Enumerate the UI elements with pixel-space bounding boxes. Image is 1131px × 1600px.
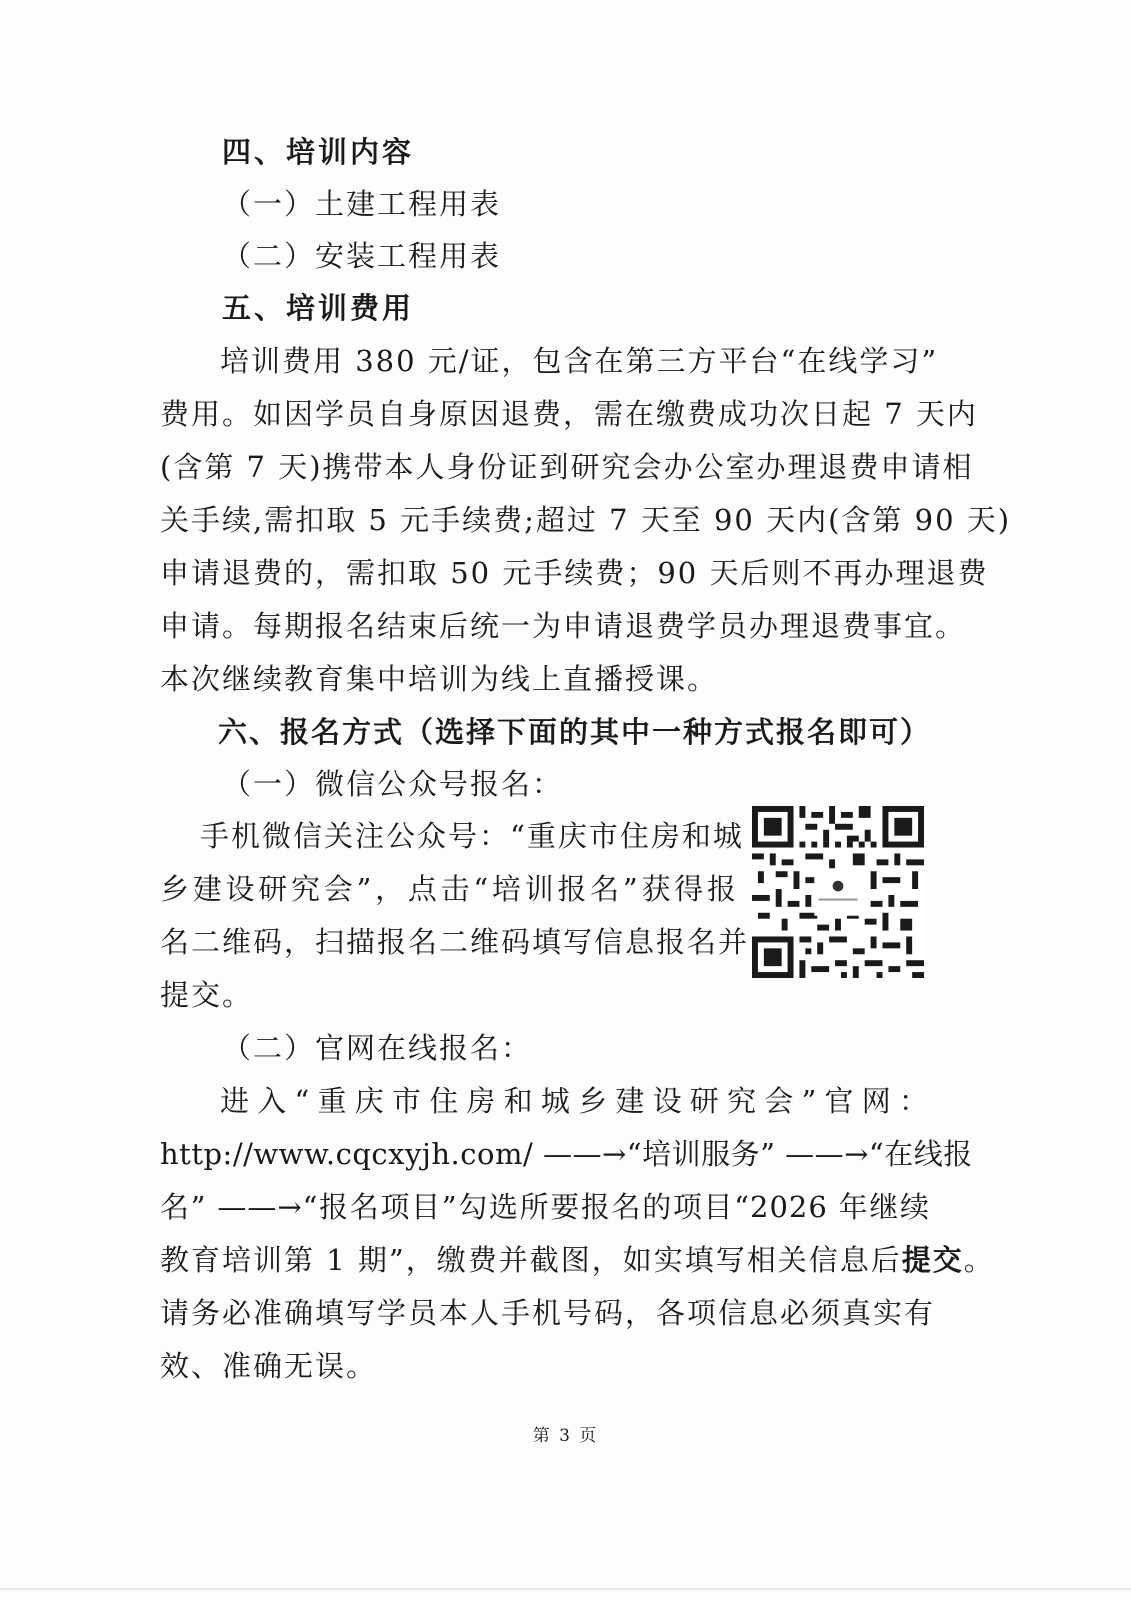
paragraph-line: (含第 7 天)携带本人身份证到研究会办公室办理退费申请相 xyxy=(160,450,974,484)
paragraph-line: 名二维码，扫描报名二维码填写信息报名并 xyxy=(160,925,750,959)
paragraph-line: 培训费用 380 元/证，包含在第三方平台“在线学习” xyxy=(220,344,939,378)
paragraph-line: 关手续,需扣取 5 元手续费;超过 7 天至 90 天内(含第 90 天) xyxy=(160,503,1012,537)
scan-edge-divider xyxy=(0,1588,1131,1590)
qr-code-icon xyxy=(752,806,924,978)
paragraph-line: 效、准确无误。 xyxy=(160,1349,378,1383)
paragraph-line: 手机微信关注公众号：“重庆市住房和城 xyxy=(200,819,744,853)
paragraph-line: 进入“重庆市住房和城乡建设研究会”官网： xyxy=(220,1084,930,1118)
line-text: 教育培训第 1 期”，缴费并截图，如实填写相关信息后 xyxy=(160,1243,902,1277)
paragraph-line xyxy=(160,1240,995,1280)
subsection-6-2: （二）官网在线报名： xyxy=(222,1031,533,1065)
subsection-6-1: （一）微信公众号报名： xyxy=(222,767,564,801)
paragraph-line: 申请退费的，需扣取 50 元手续费；90 天后则不再办理退费 xyxy=(160,556,989,590)
subsection-4-2: （二）安装工程用表 xyxy=(222,239,502,273)
paragraph-line: 申请。每期报名结束后统一为申请退费学员办理退费事宜。 xyxy=(160,609,967,643)
submit-emphasis: 提交 xyxy=(901,1243,964,1277)
line-end: 。 xyxy=(963,1243,995,1277)
paragraph-line: 本次继续教育集中培训为线上直播授课。 xyxy=(160,662,719,696)
section-heading-4: 四、培训内容 xyxy=(222,135,415,169)
subsection-4-1: （一）土建工程用表 xyxy=(222,187,502,221)
section-heading-5: 五、培训费用 xyxy=(222,291,415,325)
paragraph-line: 请务必准确填写学员本人手机号码，各项信息必须真实有 xyxy=(160,1296,936,1330)
section-heading-6: 六、报名方式（选择下面的其中一种方式报名即可） xyxy=(218,715,932,749)
page-number: 第 3 页 xyxy=(532,1426,599,1446)
paragraph-line: 费用。如因学员自身原因退费，需在缴费成功次日起 7 天内 xyxy=(160,397,978,431)
paragraph-line: http://www.cqcxyjh.com/ ——→“培训服务” ——→“在线报 xyxy=(160,1137,973,1171)
paragraph-line: 乡建设研究会”，点击“培训报名”获得报 xyxy=(160,872,738,906)
paragraph-line: 提交。 xyxy=(160,978,254,1012)
paragraph-line: 名” ——→“报名项目”勾选所要报名的项目“2026 年继续 xyxy=(160,1190,930,1224)
